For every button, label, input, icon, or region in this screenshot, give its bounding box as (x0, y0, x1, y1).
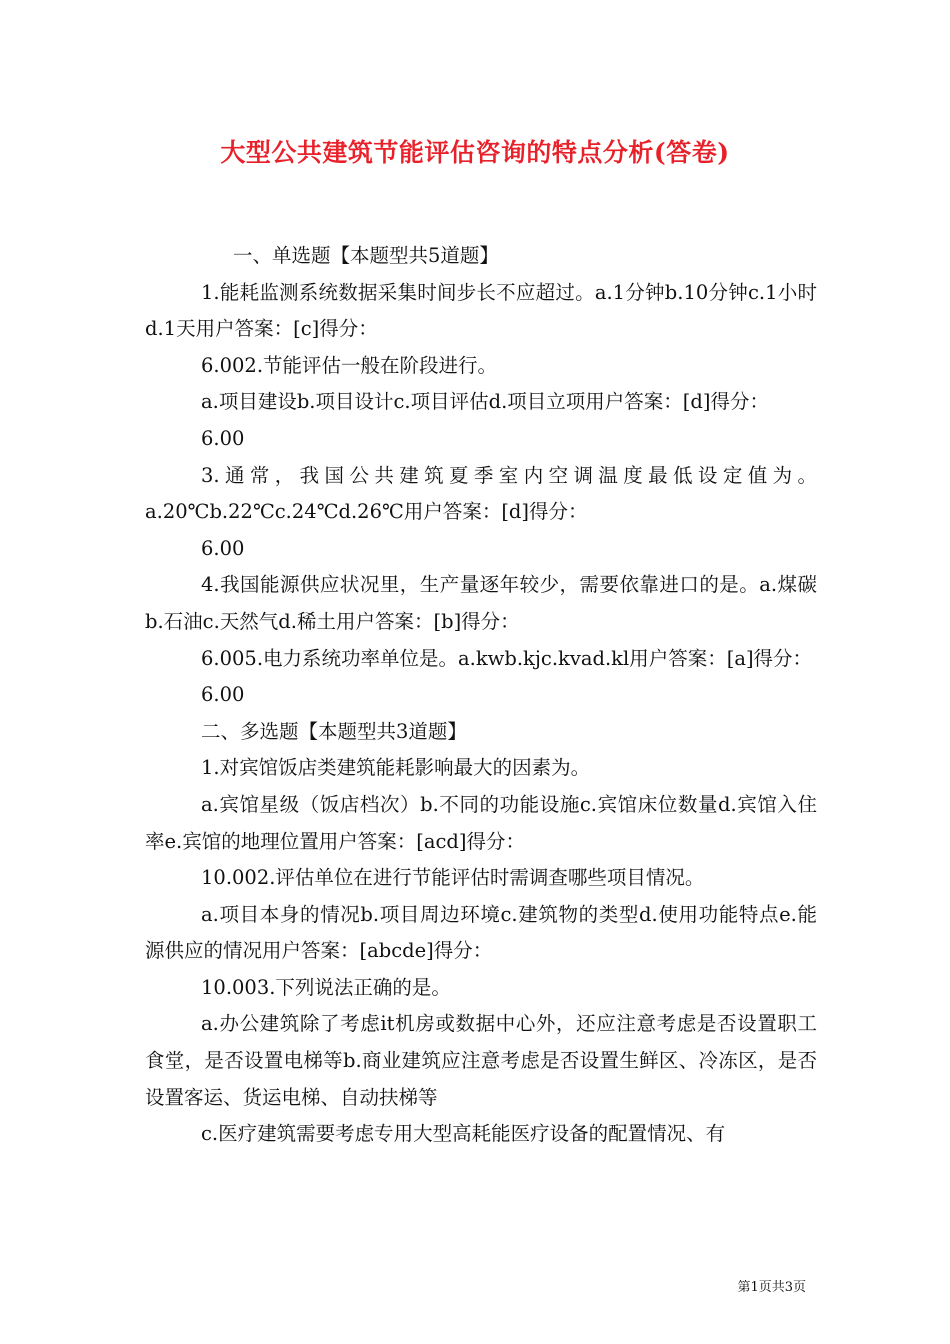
section-heading-multiple-choice: 二、多选题【本题型共3道题】 (201, 719, 467, 743)
paragraph: c.医疗建筑需要考虑专用大型高耗能医疗设备的配置情况、有 (201, 1122, 726, 1146)
page-number: 第1页共3页 (737, 1280, 806, 1295)
score-line: 6.00 (201, 536, 245, 560)
paragraph: a.宾馆星级（饭店档次）b.不同的功能设施c.宾馆床位数量d.宾馆入住率e.宾馆的地理位置用户答案：[acd]得分： (145, 792, 817, 853)
document-title: 大型公共建筑节能评估咨询的特点分析(答卷) (220, 138, 730, 167)
paragraph: 4.我国能源供应状况里，生产量逐年较少，需要依靠进口的是。a.煤碳b.石油c.天然气d.稀土用户答案：[b]得分： (145, 573, 817, 633)
paragraph: 1.对宾馆饭店类建筑能耗影响最大的因素为。 (201, 756, 591, 780)
paragraph: 10.003.下列说法正确的是。 (201, 975, 451, 999)
paragraph: a.办公建筑除了考虑it机房或数据中心外，还应注意考虑是否设置职工食堂，是否设置电梯等b.商业建筑应注意考虑是否设置生鲜区、冷冻区，是否设置客运、货运电梯、自动扶梯等 (145, 1012, 817, 1109)
paragraph: a.项目本身的情况b.项目周边环境c.建筑物的类型d.使用功能特点e.能源供应的情况用户答案：[abcde]得分： (145, 902, 817, 963)
paragraph: 3.通常，我国公共建筑夏季室内空调温度最低设定值为。a.20℃b.22℃c.24℃d.26℃用户答案：[d]得分： (145, 463, 817, 524)
document-body (145, 238, 817, 1153)
score-line: 6.00 (201, 426, 245, 450)
paragraph: 1.能耗监测系统数据采集时间步长不应超过。a.1分钟b.10分钟c.1小时d.1天用户答案：[c]得分： (145, 280, 817, 341)
score-line: 6.00 (201, 683, 245, 707)
paragraph: 6.002.节能评估一般在阶段进行。 (201, 353, 498, 377)
section-heading-single-choice: 一、单选题【本题型共5道题】 (233, 244, 499, 267)
paragraph: a.项目建设b.项目设计c.项目评估d.项目立项用户答案：[d]得分： (201, 390, 770, 414)
paragraph: 6.005.电力系统功率单位是。a.kwb.kjc.kvad.kl用户答案：[a]得分： (201, 646, 813, 670)
paragraph: 10.002.评估单位在进行节能评估时需调查哪些项目情况。 (201, 866, 705, 890)
